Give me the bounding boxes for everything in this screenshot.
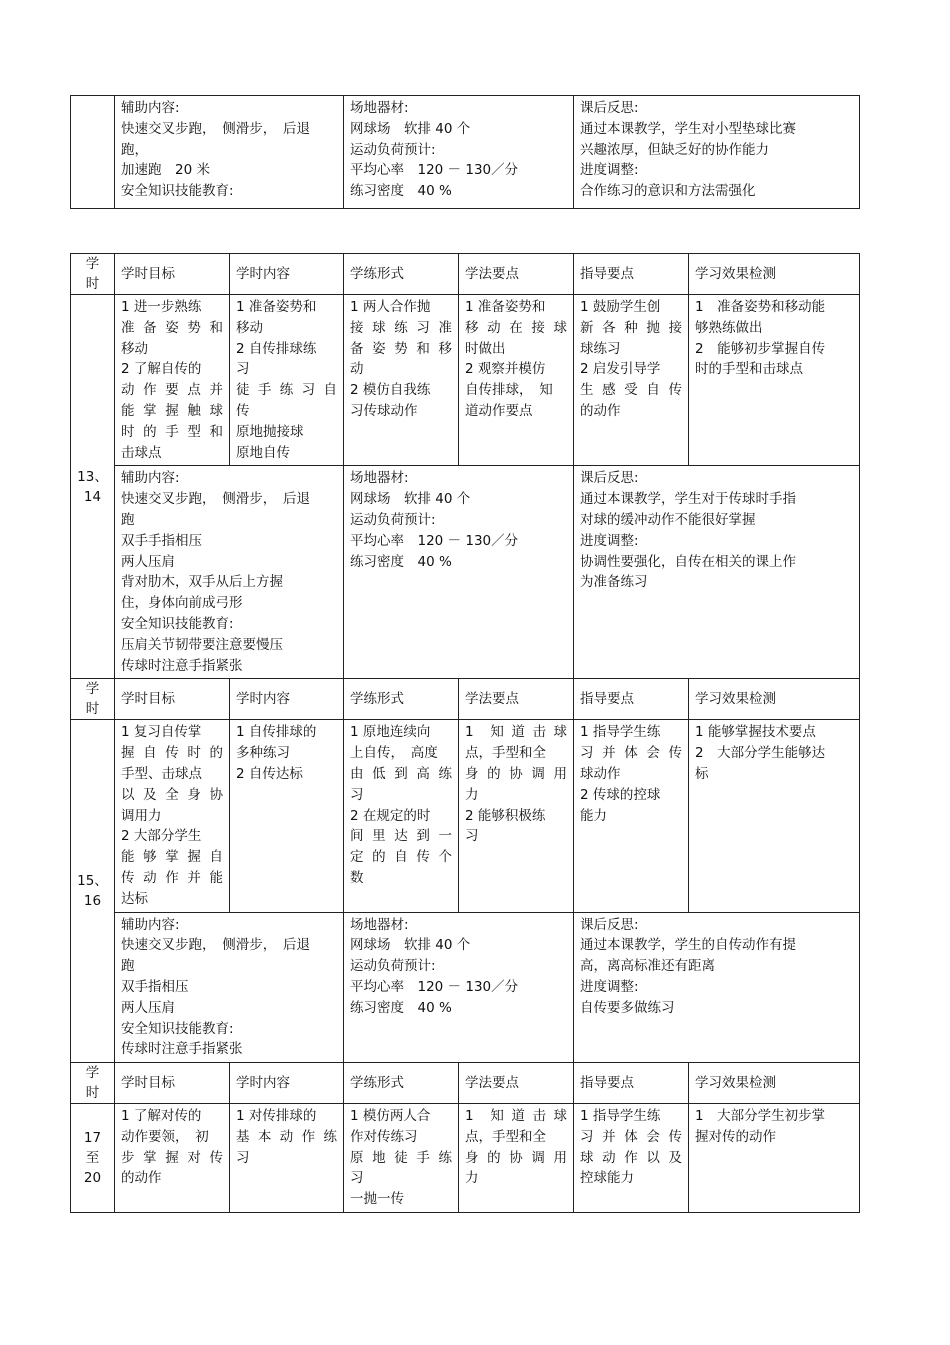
cell-line: 进度调整: bbox=[580, 978, 639, 995]
aux-content-cell bbox=[115, 96, 344, 209]
cell-line: 传 bbox=[236, 402, 250, 419]
top-table bbox=[70, 95, 860, 209]
header-form: 学练形式 bbox=[344, 1063, 459, 1104]
cell-line: 1 知 道 击 球 bbox=[465, 1108, 567, 1125]
cell-line: 辅助内容: bbox=[121, 470, 180, 487]
method-cell bbox=[459, 720, 574, 912]
cell-line: 1 指导学生练 bbox=[580, 724, 661, 741]
cell-line: 手型、击球点 bbox=[121, 765, 202, 782]
cell-line: 能 掌 握 触 球 bbox=[121, 402, 223, 419]
lesson-plan-table bbox=[70, 253, 860, 1213]
cell-line: 进度调整: bbox=[580, 162, 639, 179]
cell-line: 平均心率 120 － 130／分 bbox=[350, 978, 519, 995]
cell-line: 自传要多做练习 bbox=[580, 999, 675, 1016]
header-guide: 指导要点 bbox=[574, 1063, 689, 1104]
cell-line: 时 bbox=[85, 1085, 100, 1102]
venue-load-cell bbox=[344, 466, 574, 679]
cell-line: 数 bbox=[350, 869, 364, 886]
cell-line: 间 里 达 到 一 bbox=[350, 828, 452, 845]
cell-line: 动 作 要 点 并 bbox=[121, 382, 223, 399]
cell-line: 习 bbox=[350, 1170, 364, 1187]
cell-line: 13、 bbox=[77, 468, 108, 485]
cell-line: 为准备练习 bbox=[580, 574, 648, 591]
header-guide: 指导要点 bbox=[574, 254, 689, 295]
cell-line: 1 准备姿势和移动能 bbox=[695, 299, 826, 315]
cell-line: 2 在规定的时 bbox=[350, 807, 431, 824]
cell-line: 动作要领， 初 bbox=[121, 1128, 209, 1145]
cell-line: 双手手指相压 bbox=[121, 532, 202, 549]
empty-period-cell bbox=[71, 96, 115, 209]
reflection-cell bbox=[574, 96, 860, 209]
cell-line: 运动负荷预计: bbox=[350, 958, 436, 975]
check-cell bbox=[689, 1104, 860, 1213]
cell-line: 能力 bbox=[580, 807, 607, 824]
header-row bbox=[71, 1063, 860, 1104]
content-cell bbox=[230, 720, 344, 912]
cell-line: 身 的 协 调 用 bbox=[465, 1149, 567, 1166]
cell-line: 1 两人合作抛 bbox=[350, 299, 431, 315]
cell-line: 作对传练习 bbox=[350, 1128, 418, 1145]
cell-line: 点，手型和全 bbox=[465, 1128, 546, 1145]
cell-line: 力 bbox=[465, 1170, 479, 1187]
cell-line: 通过本课教学，学生对于传球时手指 bbox=[580, 491, 796, 508]
cell-line: 调用力 bbox=[121, 807, 162, 824]
cell-line: 习传球动作 bbox=[350, 402, 418, 419]
cell-line: 课后反思: bbox=[580, 470, 639, 487]
cell-line: 1 自传排球的 bbox=[236, 724, 317, 741]
cell-line: 两人压肩 bbox=[121, 999, 175, 1016]
cell-line: 练习密度 40 % bbox=[350, 183, 452, 200]
cell-line: 自传排球， 知 bbox=[465, 382, 553, 399]
cell-line: 1 准备姿势和 bbox=[236, 299, 317, 315]
cell-line: 压肩关节韧带要注意要慢压 bbox=[121, 636, 283, 653]
cell-line: 习 bbox=[350, 786, 364, 803]
cell-line: 双手指相压 bbox=[121, 978, 189, 995]
cell-line: 准 备 姿 势 和 bbox=[121, 319, 223, 336]
form-cell bbox=[344, 1104, 459, 1213]
header-method: 学法要点 bbox=[459, 254, 574, 295]
header-form: 学练形式 bbox=[344, 254, 459, 295]
cell-line: 习 bbox=[465, 828, 479, 845]
cell-line: 以 及 全 身 协 bbox=[121, 786, 223, 803]
cell-line: 球动作 bbox=[580, 765, 621, 782]
goal-cell bbox=[115, 1104, 230, 1213]
cell-line: 网球场 软排 40 个 bbox=[350, 491, 471, 508]
cell-line: 够熟练做出 bbox=[695, 319, 763, 336]
cell-line: 移动 bbox=[236, 319, 263, 336]
cell-line: 能 够 掌 握 自 bbox=[121, 849, 223, 866]
cell-line: 步 掌 握 对 传 bbox=[121, 1149, 223, 1166]
cell-line: 平均心率 120 － 130／分 bbox=[350, 162, 519, 179]
cell-line: 达标 bbox=[121, 890, 148, 907]
cell-line: 2 自传达标 bbox=[236, 765, 303, 782]
cell-line: 2 传球的控球 bbox=[580, 786, 661, 803]
cell-line: 的动作 bbox=[121, 1170, 162, 1187]
venue-load-cell bbox=[344, 96, 574, 209]
header-period bbox=[71, 254, 115, 295]
cell-line: 16 bbox=[83, 893, 102, 910]
cell-line: 移 动 在 接 球 bbox=[465, 319, 567, 336]
cell-line: 20 bbox=[83, 1170, 102, 1187]
lesson-row bbox=[71, 1104, 860, 1213]
cell-line: 1 能够掌握技术要点 bbox=[695, 724, 816, 741]
cell-line: 习 bbox=[236, 361, 250, 378]
cell-line: 快速交叉步跑， 侧滑步， 后退 bbox=[121, 120, 310, 137]
cell-line: 场地器材: bbox=[350, 916, 409, 933]
cell-line: 跑， bbox=[121, 141, 148, 158]
cell-line: 握 自 传 时 的 bbox=[121, 745, 223, 762]
cell-line: 辅助内容: bbox=[121, 100, 180, 116]
guide-cell bbox=[574, 295, 689, 466]
cell-line: 上自传， 高度 bbox=[350, 745, 438, 762]
cell-line: 新 各 种 抛 接 bbox=[580, 319, 682, 336]
cell-line: 动 bbox=[350, 361, 364, 378]
cell-line: 时 bbox=[85, 701, 100, 718]
cell-line: 网球场 软排 40 个 bbox=[350, 120, 471, 137]
cell-line: 安全知识技能教育: bbox=[121, 183, 234, 200]
cell-line: 一抛一传 bbox=[350, 1191, 404, 1208]
header-goal: 学时目标 bbox=[115, 1063, 230, 1104]
content-cell bbox=[230, 1104, 344, 1213]
cell-line: 14 bbox=[83, 488, 102, 505]
header-check: 学习效果检测 bbox=[689, 679, 860, 720]
cell-line: 定 的 自 传 个 bbox=[350, 849, 452, 866]
cell-line: 通过本课教学，学生对小型垫球比赛 bbox=[580, 120, 796, 137]
content-cell bbox=[230, 295, 344, 466]
cell-line: 安全知识技能教育: bbox=[121, 1020, 234, 1037]
cell-line: 接 球 练 习 准 bbox=[350, 319, 452, 336]
cell-line: 1 原地连续向 bbox=[350, 724, 431, 741]
cell-line: 15、 bbox=[77, 873, 108, 890]
method-cell bbox=[459, 1104, 574, 1213]
cell-line: 安全知识技能教育: bbox=[121, 615, 234, 632]
cell-line: 练习密度 40 % bbox=[350, 999, 452, 1016]
cell-line: 网球场 软排 40 个 bbox=[350, 937, 471, 954]
cell-line: 加速跑 20 米 bbox=[121, 162, 210, 179]
goal-cell bbox=[115, 295, 230, 466]
guide-cell bbox=[574, 1104, 689, 1213]
cell-line: 时的手型和击球点 bbox=[695, 361, 803, 378]
form-cell bbox=[344, 295, 459, 466]
cell-line: 运动负荷预计: bbox=[350, 511, 436, 528]
cell-line: 2 自传排球练 bbox=[236, 340, 317, 357]
cell-line: 原地自传 bbox=[236, 444, 290, 461]
cell-line: 合作练习的意识和方法需强化 bbox=[580, 183, 756, 200]
cell-line: 2 了解自传的 bbox=[121, 361, 202, 378]
cell-line: 时 bbox=[85, 276, 100, 292]
cell-line: 住，身体向前成弓形 bbox=[121, 595, 243, 612]
header-form: 学练形式 bbox=[344, 679, 459, 720]
cell-line: 球 动 作 以 及 bbox=[580, 1149, 682, 1166]
cell-line: 背对肋木，双手从后上方握 bbox=[121, 574, 283, 591]
cell-line: 点，手型和全 bbox=[465, 745, 546, 762]
cell-line: 2 能够初步掌握自传 bbox=[695, 340, 826, 357]
header-period bbox=[71, 679, 115, 720]
cell-line: 通过本课教学，学生的自传动作有提 bbox=[580, 937, 796, 954]
cell-line: 对球的缓冲动作不能很好掌握 bbox=[580, 511, 756, 528]
check-cell bbox=[689, 295, 860, 466]
cell-line: 原地抛接球 bbox=[236, 423, 304, 440]
cell-line: 练习密度 40 % bbox=[350, 553, 452, 570]
cell-line: 1 模仿两人合 bbox=[350, 1108, 431, 1125]
cell-line: 习 并 体 会 传 bbox=[580, 745, 682, 762]
header-content: 学时内容 bbox=[230, 679, 344, 720]
form-cell bbox=[344, 720, 459, 912]
cell-line: 徒 手 练 习 自 bbox=[236, 382, 337, 399]
cell-line: 备 姿 势 和 移 bbox=[350, 340, 452, 357]
venue-load-cell bbox=[344, 912, 574, 1063]
header-goal: 学时目标 bbox=[115, 679, 230, 720]
cell-line: 传 动 作 并 能 bbox=[121, 869, 223, 886]
header-period bbox=[71, 1063, 115, 1104]
header-content: 学时内容 bbox=[230, 254, 344, 295]
header-check: 学习效果检测 bbox=[689, 1063, 860, 1104]
goal-cell bbox=[115, 720, 230, 912]
cell-line: 2 能够积极练 bbox=[465, 807, 546, 824]
lesson-row bbox=[71, 720, 860, 912]
cell-line: 跑 bbox=[121, 958, 135, 975]
cell-line: 快速交叉步跑， 侧滑步， 后退 bbox=[121, 937, 310, 954]
cell-line: 快速交叉步跑， 侧滑步， 后退 bbox=[121, 491, 310, 508]
header-method: 学法要点 bbox=[459, 679, 574, 720]
cell-line: 1 鼓励学生创 bbox=[580, 299, 661, 315]
cell-line: 1 大部分学生初步掌 bbox=[695, 1108, 826, 1125]
cell-line: 兴趣浓厚，但缺乏好的协作能力 bbox=[580, 141, 769, 158]
cell-line: 移动 bbox=[121, 340, 148, 357]
cell-line: 1 了解对传的 bbox=[121, 1108, 202, 1125]
cell-line: 场地器材: bbox=[350, 100, 409, 116]
cell-line: 两人压肩 bbox=[121, 553, 175, 570]
cell-line: 传球时注意手指紧张 bbox=[121, 1041, 243, 1058]
header-row bbox=[71, 254, 860, 295]
cell-line: 2 模仿自我练 bbox=[350, 382, 431, 399]
period-number bbox=[71, 1104, 115, 1213]
cell-line: 1 进一步熟练 bbox=[121, 299, 202, 315]
cell-line: 时做出 bbox=[465, 340, 506, 357]
cell-line: 至 bbox=[85, 1150, 100, 1167]
cell-line: 标 bbox=[695, 765, 709, 782]
cell-line: 2 大部分学生 bbox=[121, 828, 202, 845]
cell-line: 习 bbox=[236, 1149, 250, 1166]
cell-line: 生 感 受 自 传 bbox=[580, 382, 682, 399]
cell-line: 辅助内容: bbox=[121, 916, 180, 933]
cell-line: 学 bbox=[85, 1065, 100, 1082]
period-number bbox=[71, 720, 115, 1063]
cell-line: 原 地 徒 手 练 bbox=[350, 1149, 452, 1166]
support-row bbox=[71, 466, 860, 679]
cell-line: 平均心率 120 － 130／分 bbox=[350, 532, 519, 549]
cell-line: 场地器材: bbox=[350, 470, 409, 487]
cell-line: 跑 bbox=[121, 511, 135, 528]
cell-line: 2 大部分学生能够达 bbox=[695, 745, 826, 762]
cell-line: 时 的 手 型 和 bbox=[121, 423, 223, 440]
header-guide: 指导要点 bbox=[574, 679, 689, 720]
method-cell bbox=[459, 295, 574, 466]
cell-line: 1 准备姿势和 bbox=[465, 299, 546, 315]
reflection-cell bbox=[574, 466, 860, 679]
cell-line: 控球能力 bbox=[580, 1170, 634, 1187]
cell-line: 17 bbox=[83, 1130, 102, 1147]
cell-line: 多种练习 bbox=[236, 745, 290, 762]
cell-line: 课后反思: bbox=[580, 100, 639, 116]
cell-line: 2 启发引导学 bbox=[580, 361, 661, 378]
support-row bbox=[71, 912, 860, 1063]
cell-line: 学 bbox=[85, 681, 100, 698]
aux-content-cell bbox=[115, 912, 344, 1063]
check-cell bbox=[689, 720, 860, 912]
header-check: 学习效果检测 bbox=[689, 254, 860, 295]
cell-line: 课后反思: bbox=[580, 916, 639, 933]
cell-line: 协调性要强化，自传在相关的课上作 bbox=[580, 553, 796, 570]
cell-line: 高，离高标准还有距离 bbox=[580, 958, 715, 975]
cell-line: 的动作 bbox=[580, 402, 621, 419]
cell-line: 1 知 道 击 球 bbox=[465, 724, 567, 741]
cell-line: 道动作要点 bbox=[465, 402, 533, 419]
cell-line: 1 对传排球的 bbox=[236, 1108, 317, 1125]
cell-line: 基 本 动 作 练 bbox=[236, 1128, 337, 1145]
cell-line: 习 并 体 会 传 bbox=[580, 1128, 682, 1145]
header-method: 学法要点 bbox=[459, 1063, 574, 1104]
cell-line: 传球时注意手指紧张 bbox=[121, 657, 243, 674]
cell-line: 击球点 bbox=[121, 444, 162, 461]
cell-line: 2 观察并模仿 bbox=[465, 361, 546, 378]
aux-content-cell bbox=[115, 466, 344, 679]
guide-cell bbox=[574, 720, 689, 912]
cell-line: 握对传的动作 bbox=[695, 1128, 776, 1145]
period-number bbox=[71, 295, 115, 679]
reflection-cell bbox=[574, 912, 860, 1063]
cell-line: 力 bbox=[465, 786, 479, 803]
header-content: 学时内容 bbox=[230, 1063, 344, 1104]
lesson-row bbox=[71, 295, 860, 466]
cell-line: 1 指导学生练 bbox=[580, 1108, 661, 1125]
cell-line: 1 复习自传掌 bbox=[121, 724, 202, 741]
header-goal: 学时目标 bbox=[115, 254, 230, 295]
cell-line: 进度调整: bbox=[580, 532, 639, 549]
cell-line: 身 的 协 调 用 bbox=[465, 765, 567, 782]
cell-line: 运动负荷预计: bbox=[350, 141, 436, 158]
cell-line: 球练习 bbox=[580, 340, 621, 357]
cell-line: 学 bbox=[85, 256, 100, 272]
cell-line: 由 低 到 高 练 bbox=[350, 765, 452, 782]
header-row bbox=[71, 679, 860, 720]
